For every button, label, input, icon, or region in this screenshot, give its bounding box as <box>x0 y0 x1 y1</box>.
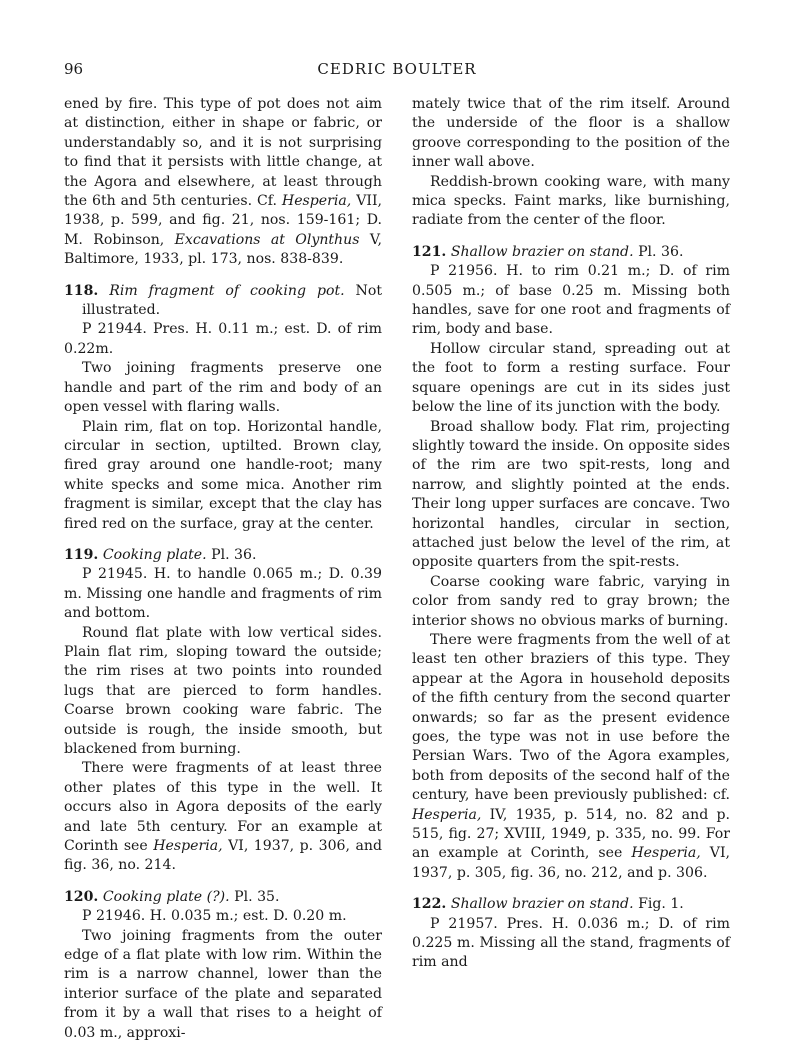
entry-122-inventory: P 21957. Pres. H. 0.036 m.; D. of rim 0.225 m. Missing all the stand, fragments of rim and <box>412 915 730 971</box>
entry-120-heading: 120. Cooking plate (?). Pl. 35. <box>64 888 280 905</box>
entry-120-inventory: P 21946. H. 0.035 m.; est. D. 0.20 m. <box>82 908 347 925</box>
entry-121-comparanda: There were fragments from the well of at least ten other braziers of this type. They appear at the Agora in household deposits of the fifth century from the second quarter onwards; so far as the present evidence goes, the type was not in use before the Persian Wars. Two of the Agora examples, both from deposits of the second half of the century, have been previously published: cf. Hesperia, IV, 1935, p. 514, no. 82 and p. 515, fig. 27; XVIII, 1949, p. 335, no. 99. For an example at Corinth, see Hesperia, VI, 1937, p. 305, fig. 36, no. 212, and p. 306. <box>412 631 731 881</box>
entry-121-heading: 121. Shallow brazier on stand. Pl. 36. <box>412 243 684 260</box>
page-header <box>64 60 730 82</box>
entry-119-comparanda: There were fragments of at least three other plates of this type in the well. It occurs also in Agora deposits of the early and late 5th century. For an example at Corinth see Hesperia, VI, 1937, p. 306, and fig. 36, no. 214. <box>64 760 382 874</box>
entry-121-body: Broad shallow body. Flat rim, projecting slightly toward the inside. On opposite sides of the rim are two spit-rests, long and narrow, and slightly pointed at the ends. Their long upper surfaces are concave. Two horizontal handles, circular in section, attached just below the level of the rim, at opposite quarters from the spit-rests. <box>412 418 730 571</box>
entry-121-inventory: P 21956. H. to rim 0.21 m.; D. of rim 0.505 m.; of base 0.25 m. Missing both handles, save for one root and fragments of rim, body and base. <box>412 263 730 338</box>
entry-118-fabric: Plain rim, flat on top. Horizontal handle, circular in section, uptilted. Brown clay, fired gray around one handle-root; many white specks and some mica. Another rim fragment is similar, except that the clay has fired red on the surface, gray at the center. <box>64 418 382 532</box>
page-number: 96 <box>64 60 84 78</box>
entry-120-description: Two joining fragments from the outer edge of a flat plate with low rim. Within the rim is a narrow channel, lower than the interior surface of the plate and separated from it by a wall that rises to a height of 0.03 m., approxi- <box>64 927 382 1041</box>
continued-paragraph: ened by fire. This type of pot does not aim at distinction, either in shape or fabric, or understandably so, and it is not surprising to find that it persists with little change, at the Agora and elsewhere, at least through the 6th and 5th centuries. Cf. Hesperia, VII, 1938, p. 599, and fig. 21, nos. 159-161; D. M. Robinson, Excavations at Olynthus V, Baltimore, 1933, pl. 173, nos. 838-839. <box>64 96 383 268</box>
entry-119-inventory: P 21945. H. to handle 0.065 m.; D. 0.39 m. Missing one handle and fragments of rim and bottom. <box>64 566 382 622</box>
entry-121-stand: Hollow circular stand, spreading out at the foot to form a resting surface. Four square openings are cut in its sides just below the line of its junction with the body. <box>412 340 730 416</box>
entry-118-inventory: P 21944. Pres. H. 0.11 m.; est. D. of rim 0.22m. <box>64 321 382 357</box>
entry-118-heading: 118. Rim fragment of cooking pot. Not illustrated. <box>64 282 382 319</box>
running-head: CEDRIC BOULTER <box>317 60 477 78</box>
left-column <box>64 95 382 1043</box>
right-column <box>412 95 730 973</box>
entry-120-continued: mately twice that of the rim itself. Around the underside of the floor is a shallow groove corresponding to the position of the inner wall above. <box>412 96 730 171</box>
entry-119-heading: 119. Cooking plate. Pl. 36. <box>64 546 257 563</box>
entry-118-description: Two joining fragments preserve one handle and part of the rim and body of an open vessel with flaring walls. <box>64 360 382 416</box>
entry-121-fabric: Coarse cooking ware fabric, varying in color from sandy red to gray brown; the interior shows no obvious marks of burning. <box>412 573 730 629</box>
entry-122-heading: 122. Shallow brazier on stand. Fig. 1. <box>412 896 684 913</box>
entry-120-fabric: Reddish-brown cooking ware, with many mica specks. Faint marks, like burnishing, radiate from the center of the floor. <box>412 173 730 229</box>
entry-119-description: Round flat plate with low vertical sides. Plain flat rim, sloping toward the outside; the rim rises at two points into rounded lugs that are pierced to form handles. Coarse brown cooking ware fabric. The outside is rough, the inside smooth, but blackened from burning. <box>64 624 382 757</box>
